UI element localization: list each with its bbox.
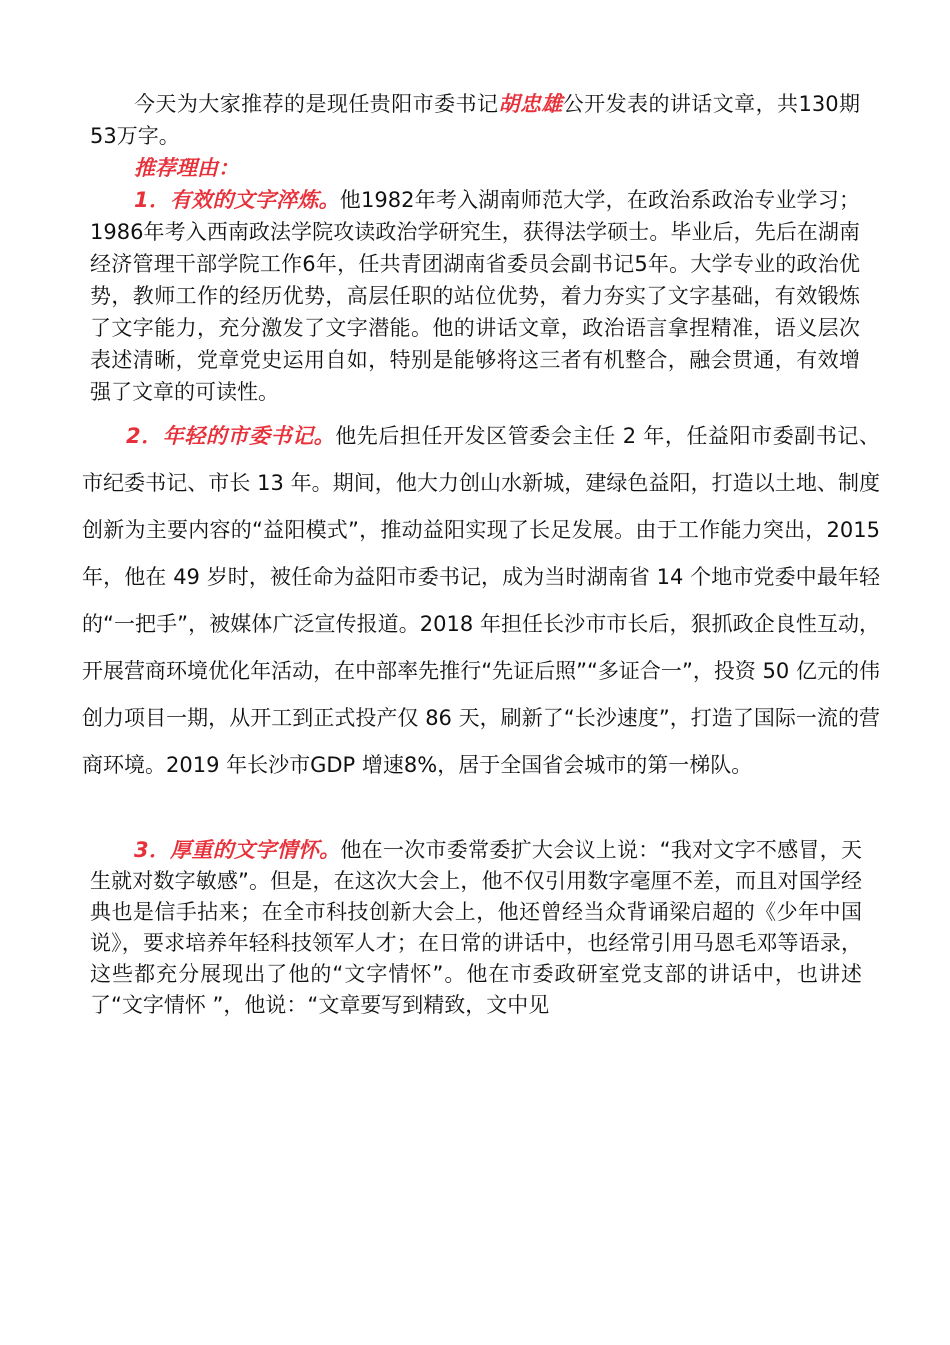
intro-suffix: 公开发表的讲话文章，共130期53万字。: [90, 92, 860, 148]
reason-body-1: 他1982年考入湖南师范大学，在政治系政治专业学习；1986年考入西南政法学院攻读政治学研究生，获得法学硕士。毕业后，先后在湖南经济管理干部学院工作6年，任共青团湖南省委员会副书记5年。大学专业的政治优势，教师工作的经历优势，高层任职的站位优势，着力夯实了文字基础，有效锻炼了文字能力，充分激发了文字潜能。他的讲话文章，政治语言拿捏精准，语义层次表述清晰，党章党史运用自如，特别是能够将这三者有机整合，融会贯通，有效增强了文章的可读性。: [90, 188, 860, 404]
reason-heading-1: 1．有效的文字淬炼。: [134, 188, 340, 212]
reason-body-3: 他在一次市委常委扩大会议上说：“我对文字不感冒，天生就对数字敏感”。但是，在这次大会上，他不仅引用数字毫厘不差，而且对国学经典也是信手拈来；在全市科技创新大会上，他还曾经当众背诵梁启超的《少年中国说》，要求培养年轻科技领军人才；在日常的讲话中，也经常引用马恩毛邓等语录，这些都充分展现出了他的“文字情怀”。他在市委政研室党支部的讲话中，也讲述了“文字情怀 ”，他说：“文章要写到精致，文中见: [90, 838, 862, 1017]
reason-paragraph-2: [82, 413, 880, 789]
intro-prefix: 今天为大家推荐的是现任贵阳市委书记: [134, 92, 499, 116]
reason-paragraph-3: [90, 835, 862, 1021]
reason-paragraph-1: [90, 184, 860, 408]
reason-heading-3: 3．厚重的文字情怀。: [134, 838, 341, 862]
author-name: 胡忠雄: [498, 92, 563, 116]
reason-body-2: 他先后担任开发区管委会主任 2 年，任益阳市委副书记、市纪委书记、市长 13 年。期间，他大力创山水新城，建绿色益阳，打造以土地、制度创新为主要内容的“益阳模式”，推动益阳实现了长足发展。由于工作能力突出，2015 年，他在 49 岁时，被任命为益阳市委书记，成为当时湖南省 14 个地市党委中最年轻的“一把手”，被媒体广泛宣传报道。2018 年担任长沙市市长后，狠抓政企良性互动，开展营商环境优化年活动，在中部率先推行“先证后照”“多证合一”，投资 50 亿元的伟创力项目一期，从开工到正式投产仅 86 天，刷新了“长沙速度”，打造了国际一流的营商环境。2019 年长沙市GDP 增速8%，居于全国省会城市的第一梯队。: [82, 424, 880, 777]
reasons-heading: 推荐理由：: [134, 156, 239, 180]
reason-heading-2: 2．年轻的市委书记。: [126, 424, 336, 448]
intro-paragraph: [90, 88, 860, 152]
